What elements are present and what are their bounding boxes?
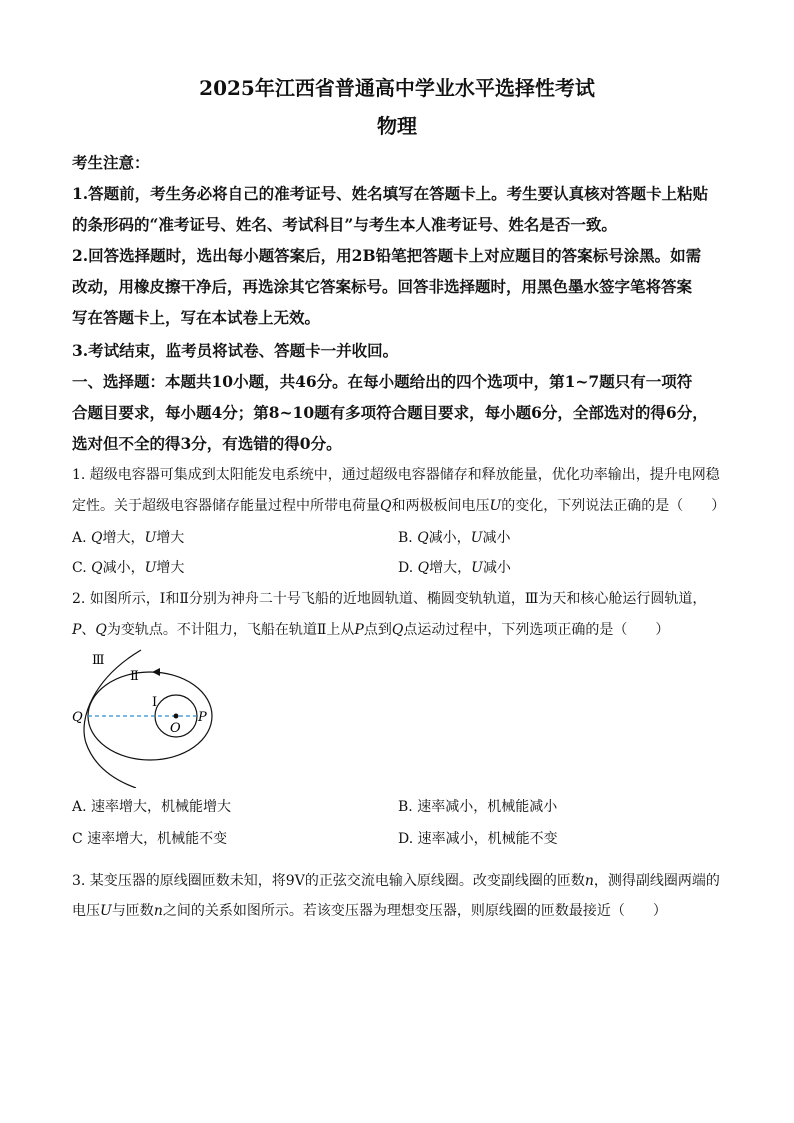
question-1-text: 1. 超级电容器可集成到太阳能发电系统中，通过超级电容器储存和释放能量，优化功率输出，提升电网稳 [72,467,720,483]
q3-var-u: U [100,903,112,919]
q2-option-b[interactable]: B. 速率减小，机械能减小 [398,799,558,815]
q2-option-a[interactable]: A. 速率增大，机械能增大 [72,799,232,815]
option-var: Q [91,560,103,576]
label-o: O [170,721,181,736]
orbit-direction-arrow [152,668,160,676]
q3-var-n: n [153,903,163,919]
q2-text-part: 为变轨点。不计阻力，飞船在轨道Ⅱ上从 [106,622,355,638]
option-text: 减小 [482,530,511,546]
section-instruction: 一、选择题：本题共10小题，共46分。在每小题给出的四个选项中，第1~7题只有一项符 [72,372,693,391]
option-var: U [144,530,157,546]
q3-text-part: 电压 [72,903,100,919]
q2-var-p: P [72,622,82,638]
q2-option-d[interactable]: D. 速率减小，机械能不变 [398,831,558,847]
q1-option-a[interactable] [72,527,184,547]
q2-var-q: Q [95,622,107,638]
option-letter: C. [72,560,87,576]
question-1-text [72,495,725,515]
option-var: U [471,560,483,576]
option-text: 减小， [102,560,145,576]
section-instruction: 合题目要求，每小题4分；第8~10题有多项符合题目要求，每小题6分，全部选对的得6分， [72,403,708,422]
q3-text-part: 与匝数 [111,903,154,919]
notice-line: 2.回答选择题时，选出每小题答案后，用2B铅笔把答题卡上对应题目的答案标号涂黑。如需 [72,246,702,265]
orbit-diagram [66,648,226,788]
option-text: 减小， [428,530,471,546]
label-q: Q [72,710,83,725]
notice-line: 写在答题卡上，写在本试卷上无效。 [72,308,321,327]
notice-line: 的条形码的“准考证号、姓名、考试科目”与考生本人准考证号、姓名是否一致。 [72,215,617,234]
question-2-text [72,619,669,639]
option-var: Q [417,560,430,576]
q2-var-p: P [354,622,364,638]
question-3-text [72,900,667,920]
q3-text-part: ，测得副线圈两端的 [593,873,720,889]
q2-text-part: 点到 [363,622,392,638]
q2-var-q: Q [391,622,404,638]
earth-center [174,714,179,719]
label-iii: Ⅲ [92,653,105,668]
notice-line: 改动，用橡皮擦干净后，再选涂其它答案标号。回答非选择题时，用黑色墨水签字笔将答案 [72,277,693,296]
q2-option-c[interactable]: C 速率增大，机械能不变 [72,831,228,847]
question-2-text: 2. 如图所示，Ⅰ和Ⅱ分别为神舟二十号飞船的近地圆轨道、椭圆变轨轨道，Ⅲ为天和核心舱运行圆轨道， [72,591,707,607]
option-var: Q [417,530,429,546]
exam-title: 2025年江西省普通高中学业水平选择性考试 [199,76,595,100]
option-text: 减小 [482,560,511,576]
option-text: 增大 [156,530,185,546]
section-instruction: 选对但不全的得3分，有选错的得0分。 [72,434,342,453]
q3-var-n: n [584,873,594,889]
option-var: Q [91,530,103,546]
option-text: 增大， [429,560,472,576]
label-i: Ⅰ [152,695,158,710]
option-var: U [470,530,483,546]
q1-option-b[interactable] [398,527,511,547]
q1-text-part: 和两极板间电压 [391,498,490,514]
q3-text-part: 之间的关系如图所示。若该变压器为理想变压器，则原线圈的匝数最接近（ ） [162,903,667,919]
label-p: P [198,710,207,725]
option-letter: D. [398,560,414,576]
q1-text-part: 定性。关于超级电容器储存能量过程中所带电荷量 [72,498,380,514]
label-ii: Ⅱ [130,669,139,684]
q1-text-part: 的变化，下列说法正确的是（ ） [501,498,726,514]
q2-text-part: 点运动过程中，下列选项正确的是（ ） [403,622,670,638]
q1-option-c[interactable] [72,557,184,577]
option-text: 增大 [156,560,185,576]
q2-text-part: 、 [81,622,96,638]
notice-heading: 考生注意： [72,153,150,172]
q1-var-u: U [489,498,502,514]
option-text: 增大， [102,530,145,546]
q1-option-d[interactable] [398,557,511,577]
notice-line: 3.考试结束，监考员将试卷、答题卡一并收回。 [72,341,399,360]
notice-line: 1.答题前，考生务必将自己的准考证号、姓名填写在答题卡上。考生要认真核对答题卡上粘贴 [72,184,709,203]
option-letter: B. [398,530,413,546]
q3-text-part: 3. 某变压器的原线圈匝数未知，将9V的正弦交流电输入原线圈。改变副线圈的匝数 [72,873,585,889]
option-var: U [144,560,157,576]
option-letter: A. [72,530,87,546]
subject-title: 物理 [377,114,417,138]
question-3-text [72,870,720,890]
q1-var-q: Q [380,498,392,514]
